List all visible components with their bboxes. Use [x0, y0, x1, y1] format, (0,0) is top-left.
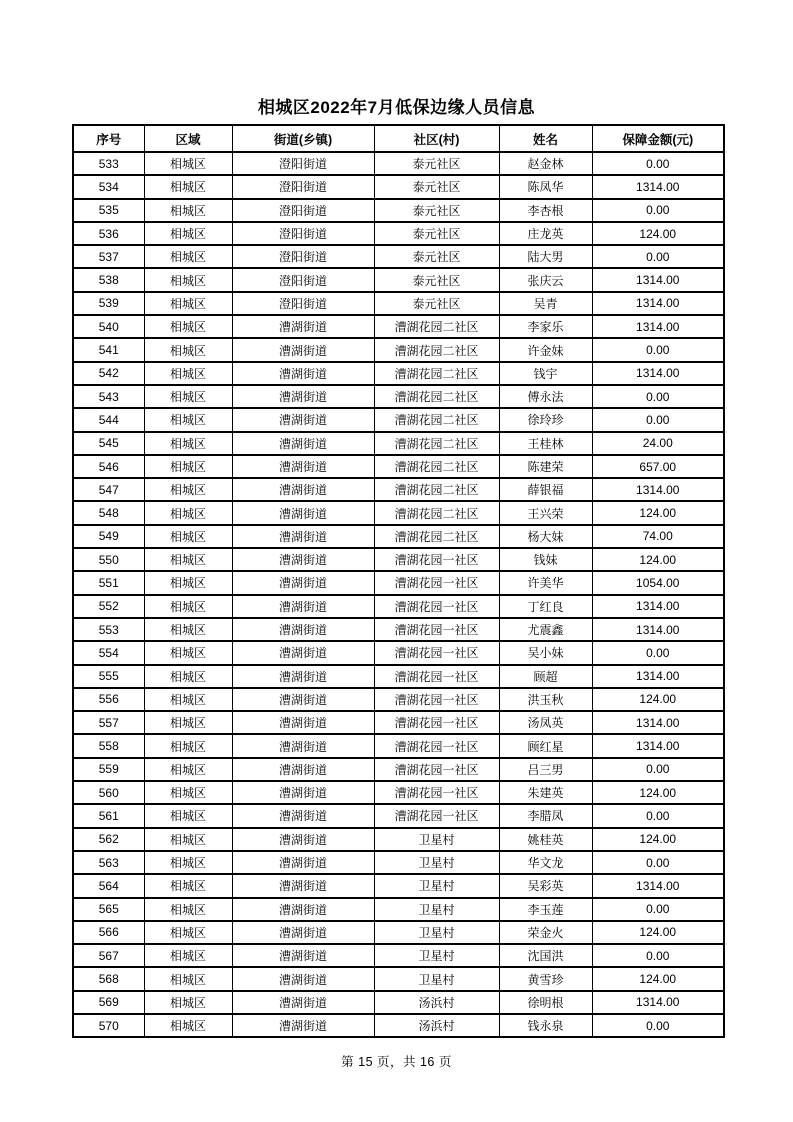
table-cell: 钱妹: [499, 548, 592, 571]
table-cell: 王桂林: [499, 432, 592, 455]
table-row: [73, 478, 724, 501]
table-cell: 徐玲珍: [499, 408, 592, 431]
table-cell: 553: [73, 618, 144, 641]
table-cell: 漕湖街道: [232, 921, 374, 944]
table-cell: 汤浜村: [374, 1014, 499, 1037]
table-cell: 漕湖花园二社区: [374, 432, 499, 455]
table-cell: 卫星村: [374, 874, 499, 897]
table-cell: 124.00: [592, 921, 724, 944]
table-cell: 相城区: [144, 711, 232, 734]
table-row: [73, 898, 724, 921]
table-cell: 559: [73, 758, 144, 781]
table-cell: 相城区: [144, 851, 232, 874]
table-cell: 张庆云: [499, 268, 592, 291]
table-cell: 0.00: [592, 1014, 724, 1037]
table-cell: 漕湖花园一社区: [374, 641, 499, 664]
table-cell: 564: [73, 874, 144, 897]
table-cell: 555: [73, 665, 144, 688]
table-cell: 550: [73, 548, 144, 571]
table-row: [73, 804, 724, 827]
table-row: [73, 874, 724, 897]
table-cell: 李腊凤: [499, 804, 592, 827]
table-row: [73, 758, 724, 781]
table-row: [73, 525, 724, 548]
page-title: 相城区2022年7月低保边缘人员信息: [257, 98, 536, 117]
table-cell: 漕湖花园一社区: [374, 758, 499, 781]
table-cell: 漕湖街道: [232, 455, 374, 478]
table-cell: 漕湖街道: [232, 571, 374, 594]
table-row: [73, 152, 724, 175]
table-cell: 吕三男: [499, 758, 592, 781]
table-row: [73, 501, 724, 524]
table-cell: 相城区: [144, 595, 232, 618]
table-cell: 漕湖街道: [232, 641, 374, 664]
table-cell: 漕湖花园二社区: [374, 408, 499, 431]
table-row: [73, 408, 724, 431]
table-cell: 澄阳街道: [232, 245, 374, 268]
table-cell: 朱建英: [499, 781, 592, 804]
table-cell: 相城区: [144, 874, 232, 897]
table-cell: 漕湖街道: [232, 967, 374, 990]
column-header: 序号: [73, 125, 144, 152]
table-row: [73, 455, 724, 478]
table-cell: 相城区: [144, 1014, 232, 1037]
table-cell: 泰元社区: [374, 199, 499, 222]
table-row: [73, 967, 724, 990]
table-row: [73, 175, 724, 198]
table-cell: 0.00: [592, 804, 724, 827]
table-row: [73, 571, 724, 594]
table-cell: 漕湖街道: [232, 618, 374, 641]
table-cell: 相城区: [144, 618, 232, 641]
table-cell: 漕湖街道: [232, 711, 374, 734]
table-cell: 相城区: [144, 478, 232, 501]
table-cell: 薛银福: [499, 478, 592, 501]
table-cell: 荣金火: [499, 921, 592, 944]
table-cell: 541: [73, 338, 144, 361]
table-cell: 1054.00: [592, 571, 724, 594]
table-cell: 漕湖街道: [232, 781, 374, 804]
table-cell: 相城区: [144, 781, 232, 804]
table-cell: 相城区: [144, 688, 232, 711]
table-cell: 漕湖街道: [232, 501, 374, 524]
table-cell: 538: [73, 268, 144, 291]
table-cell: 漕湖街道: [232, 874, 374, 897]
table-cell: 徐明根: [499, 991, 592, 1014]
table-cell: 相城区: [144, 921, 232, 944]
table-cell: 124.00: [592, 828, 724, 851]
table-cell: 533: [73, 152, 144, 175]
table-cell: 569: [73, 991, 144, 1014]
table-cell: 漕湖街道: [232, 385, 374, 408]
table-cell: 卫星村: [374, 828, 499, 851]
table-row: [73, 548, 724, 571]
table-row: [73, 991, 724, 1014]
table-cell: 漕湖街道: [232, 991, 374, 1014]
table-cell: 534: [73, 175, 144, 198]
table-cell: 吴青: [499, 292, 592, 315]
table-cell: 漕湖花园一社区: [374, 781, 499, 804]
table-row: [73, 595, 724, 618]
table-cell: 548: [73, 501, 144, 524]
table-cell: 相城区: [144, 828, 232, 851]
table-cell: 相城区: [144, 315, 232, 338]
page-footer: 第 15 页，共 16 页: [341, 1055, 452, 1070]
table-cell: 漕湖花园一社区: [374, 804, 499, 827]
table-cell: 0.00: [592, 851, 724, 874]
table-cell: 相城区: [144, 548, 232, 571]
table-cell: 漕湖街道: [232, 898, 374, 921]
table-cell: 顾红星: [499, 734, 592, 757]
table-cell: 549: [73, 525, 144, 548]
table-cell: 0.00: [592, 944, 724, 967]
table-cell: 庄龙英: [499, 222, 592, 245]
table-row: [73, 245, 724, 268]
table-cell: 542: [73, 362, 144, 385]
table-cell: 相城区: [144, 362, 232, 385]
table-cell: 1314.00: [592, 618, 724, 641]
table-row: [73, 921, 724, 944]
table-row: [73, 362, 724, 385]
table-row: [73, 665, 724, 688]
table-cell: 相城区: [144, 455, 232, 478]
table-row: [73, 851, 724, 874]
column-header: 姓名: [499, 125, 592, 152]
table-cell: 相城区: [144, 734, 232, 757]
table-cell: 相城区: [144, 991, 232, 1014]
table-cell: 杨大妹: [499, 525, 592, 548]
table-row: [73, 292, 724, 315]
table-cell: 565: [73, 898, 144, 921]
table-cell: 漕湖街道: [232, 362, 374, 385]
table-cell: 相城区: [144, 944, 232, 967]
table-cell: 卫星村: [374, 898, 499, 921]
table-cell: 漕湖花园二社区: [374, 362, 499, 385]
table-cell: 尤震鑫: [499, 618, 592, 641]
table-cell: 澄阳街道: [232, 268, 374, 291]
table-cell: 漕湖街道: [232, 478, 374, 501]
table-cell: 漕湖花园二社区: [374, 338, 499, 361]
column-header: 社区(村): [374, 125, 499, 152]
table-cell: 545: [73, 432, 144, 455]
table-cell: 1314.00: [592, 874, 724, 897]
table-cell: 漕湖花园一社区: [374, 571, 499, 594]
table-cell: 漕湖街道: [232, 944, 374, 967]
table-cell: 漕湖街道: [232, 851, 374, 874]
table-cell: 0.00: [592, 898, 724, 921]
table-cell: 相城区: [144, 385, 232, 408]
table-cell: 567: [73, 944, 144, 967]
table-cell: 吴小妹: [499, 641, 592, 664]
table-cell: 535: [73, 199, 144, 222]
table-cell: 相城区: [144, 338, 232, 361]
table-cell: 漕湖街道: [232, 804, 374, 827]
table-cell: 泰元社区: [374, 175, 499, 198]
table-cell: 漕湖花园二社区: [374, 455, 499, 478]
table-cell: 漕湖花园二社区: [374, 478, 499, 501]
table-cell: 泰元社区: [374, 292, 499, 315]
table-cell: 赵金林: [499, 152, 592, 175]
table-cell: 漕湖花园二社区: [374, 501, 499, 524]
table-cell: 1314.00: [592, 734, 724, 757]
table-cell: 1314.00: [592, 711, 724, 734]
table-cell: 566: [73, 921, 144, 944]
table-cell: 漕湖花园二社区: [374, 525, 499, 548]
table-cell: 陈建荣: [499, 455, 592, 478]
table-cell: 124.00: [592, 222, 724, 245]
table-row: [73, 199, 724, 222]
table-row: [73, 1014, 724, 1037]
table-cell: 相城区: [144, 408, 232, 431]
table-cell: 漕湖花园一社区: [374, 711, 499, 734]
table-row: [73, 944, 724, 967]
table-cell: 李杏根: [499, 199, 592, 222]
table-cell: 漕湖街道: [232, 432, 374, 455]
table-cell: 1314.00: [592, 991, 724, 1014]
table-cell: 0.00: [592, 152, 724, 175]
column-header: 街道(乡镇): [232, 125, 374, 152]
table-row: [73, 268, 724, 291]
table-cell: 澄阳街道: [232, 292, 374, 315]
table-cell: 558: [73, 734, 144, 757]
table-cell: 相城区: [144, 758, 232, 781]
table-cell: 漕湖街道: [232, 315, 374, 338]
table-cell: 黄雪珍: [499, 967, 592, 990]
table-cell: 漕湖街道: [232, 595, 374, 618]
table-cell: 澄阳街道: [232, 175, 374, 198]
table-cell: 562: [73, 828, 144, 851]
table-cell: 563: [73, 851, 144, 874]
table-cell: 丁红良: [499, 595, 592, 618]
table-cell: 姚桂英: [499, 828, 592, 851]
table-cell: 澄阳街道: [232, 222, 374, 245]
table-row: [73, 688, 724, 711]
table-cell: 0.00: [592, 641, 724, 664]
table-cell: 539: [73, 292, 144, 315]
table-cell: 0.00: [592, 338, 724, 361]
table-cell: 王兴荣: [499, 501, 592, 524]
table-cell: 泰元社区: [374, 268, 499, 291]
table-row: [73, 222, 724, 245]
table-cell: 漕湖花园一社区: [374, 595, 499, 618]
table-cell: 相城区: [144, 641, 232, 664]
table-cell: 卫星村: [374, 967, 499, 990]
table-cell: 相城区: [144, 525, 232, 548]
column-header: 保障金额(元): [592, 125, 724, 152]
table-cell: 许金妹: [499, 338, 592, 361]
table-cell: 陈凤华: [499, 175, 592, 198]
benefit-table: [72, 124, 725, 1038]
table-cell: 124.00: [592, 548, 724, 571]
table-row: [73, 641, 724, 664]
table-cell: 相城区: [144, 432, 232, 455]
table-cell: 李玉莲: [499, 898, 592, 921]
table-cell: 漕湖街道: [232, 758, 374, 781]
table-cell: 0.00: [592, 385, 724, 408]
table-cell: 560: [73, 781, 144, 804]
table-cell: 洪玉秋: [499, 688, 592, 711]
table-cell: 傅永法: [499, 385, 592, 408]
table-cell: 漕湖街道: [232, 1014, 374, 1037]
table-cell: 570: [73, 1014, 144, 1037]
table-cell: 陆大男: [499, 245, 592, 268]
table-row: [73, 432, 724, 455]
table-cell: 540: [73, 315, 144, 338]
table-body: [73, 152, 724, 1037]
table-cell: 0.00: [592, 245, 724, 268]
table-cell: 泰元社区: [374, 245, 499, 268]
table-cell: 吴彩英: [499, 874, 592, 897]
table-cell: 漕湖花园一社区: [374, 548, 499, 571]
table-cell: 1314.00: [592, 665, 724, 688]
table-cell: 相城区: [144, 967, 232, 990]
table-cell: 澄阳街道: [232, 199, 374, 222]
table-cell: 卫星村: [374, 921, 499, 944]
table-cell: 泰元社区: [374, 152, 499, 175]
table-cell: 华文龙: [499, 851, 592, 874]
table-row: [73, 618, 724, 641]
table-row: [73, 734, 724, 757]
table-cell: 547: [73, 478, 144, 501]
table-cell: 汤凤英: [499, 711, 592, 734]
table-cell: 相城区: [144, 199, 232, 222]
table-cell: 1314.00: [592, 595, 724, 618]
table-row: [73, 315, 724, 338]
table-cell: 556: [73, 688, 144, 711]
table-cell: 1314.00: [592, 268, 724, 291]
table-cell: 漕湖街道: [232, 665, 374, 688]
table-cell: 漕湖街道: [232, 688, 374, 711]
table-cell: 泰元社区: [374, 222, 499, 245]
table-cell: 0.00: [592, 408, 724, 431]
table-header-row: [73, 125, 724, 152]
table-cell: 1314.00: [592, 478, 724, 501]
table-cell: 24.00: [592, 432, 724, 455]
table-cell: 相城区: [144, 804, 232, 827]
table-cell: 536: [73, 222, 144, 245]
table-cell: 568: [73, 967, 144, 990]
table-cell: 相城区: [144, 222, 232, 245]
table-cell: 漕湖花园一社区: [374, 734, 499, 757]
table-cell: 1314.00: [592, 175, 724, 198]
table-row: [73, 385, 724, 408]
table-cell: 554: [73, 641, 144, 664]
table-cell: 相城区: [144, 175, 232, 198]
table-cell: 沈国洪: [499, 944, 592, 967]
table-cell: 561: [73, 804, 144, 827]
table-cell: 552: [73, 595, 144, 618]
table-cell: 124.00: [592, 688, 724, 711]
table-cell: 相城区: [144, 665, 232, 688]
table-cell: 漕湖花园一社区: [374, 618, 499, 641]
table-row: [73, 711, 724, 734]
table-cell: 漕湖街道: [232, 828, 374, 851]
table-row: [73, 338, 724, 361]
table-cell: 657.00: [592, 455, 724, 478]
table-cell: 卫星村: [374, 851, 499, 874]
table-cell: 相城区: [144, 245, 232, 268]
table-cell: 124.00: [592, 781, 724, 804]
table-cell: 相城区: [144, 898, 232, 921]
table-cell: 546: [73, 455, 144, 478]
table-cell: 0.00: [592, 199, 724, 222]
table-row: [73, 828, 724, 851]
table-cell: 相城区: [144, 571, 232, 594]
table-cell: 漕湖街道: [232, 734, 374, 757]
table-cell: 漕湖花园一社区: [374, 665, 499, 688]
table-row: [73, 781, 724, 804]
table-cell: 顾超: [499, 665, 592, 688]
table-cell: 124.00: [592, 501, 724, 524]
table-cell: 漕湖街道: [232, 338, 374, 361]
table-cell: 漕湖街道: [232, 548, 374, 571]
table-cell: 漕湖花园二社区: [374, 315, 499, 338]
table-cell: 许美华: [499, 571, 592, 594]
table-cell: 74.00: [592, 525, 724, 548]
table-cell: 537: [73, 245, 144, 268]
table-cell: 相城区: [144, 292, 232, 315]
table-cell: 相城区: [144, 268, 232, 291]
table-cell: 0.00: [592, 758, 724, 781]
table-cell: 543: [73, 385, 144, 408]
table-cell: 漕湖街道: [232, 525, 374, 548]
table-cell: 钱永泉: [499, 1014, 592, 1037]
table-cell: 551: [73, 571, 144, 594]
table-cell: 澄阳街道: [232, 152, 374, 175]
table-cell: 漕湖花园二社区: [374, 385, 499, 408]
table-cell: 相城区: [144, 501, 232, 524]
table-cell: 钱宇: [499, 362, 592, 385]
table-cell: 544: [73, 408, 144, 431]
table-cell: 卫星村: [374, 944, 499, 967]
table-cell: 漕湖街道: [232, 408, 374, 431]
table-cell: 李家乐: [499, 315, 592, 338]
table-cell: 相城区: [144, 152, 232, 175]
table-cell: 124.00: [592, 967, 724, 990]
table-cell: 1314.00: [592, 292, 724, 315]
table-cell: 1314.00: [592, 362, 724, 385]
table-cell: 1314.00: [592, 315, 724, 338]
column-header: 区域: [144, 125, 232, 152]
table-cell: 汤浜村: [374, 991, 499, 1014]
table-cell: 557: [73, 711, 144, 734]
table-cell: 漕湖花园一社区: [374, 688, 499, 711]
